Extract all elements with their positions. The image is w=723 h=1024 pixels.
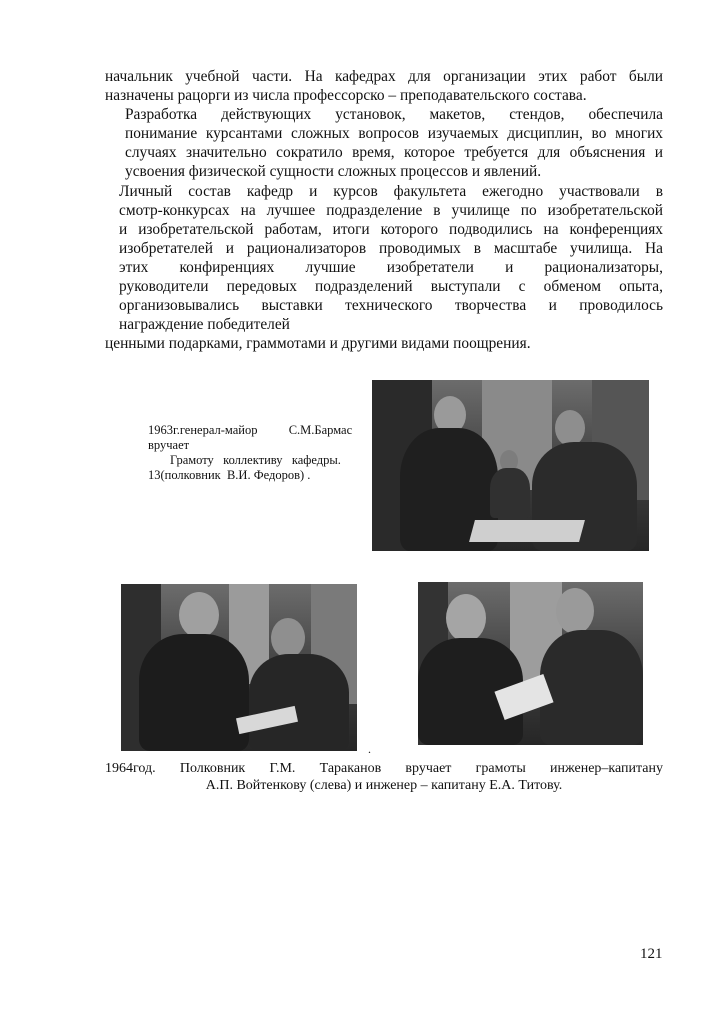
page-number: 121: [640, 946, 663, 962]
text-line: Разработка действующих установок, макетов, стендов, обеспечила: [125, 106, 663, 124]
text-line: Личный состав кафедр и курсов факультета ежегодно участвовали в: [119, 182, 663, 200]
caption-line: 1963г.генерал-майор С.М.Бармас: [148, 423, 353, 437]
caption-line: А.П. Войтенкову (слева) и инженер – капитану Е.А. Титову.: [205, 778, 563, 793]
caption-1964: [105, 760, 663, 794]
caption-text: 1964год. Полковник Г.М. Тараканов вручает грамоты инженер–капитану: [105, 761, 663, 776]
photo-1964-right: [418, 582, 643, 745]
caption-line: вручает: [148, 438, 190, 452]
photo-1964-left: [121, 584, 357, 751]
text-line: и изобретательской работам, итоги которого подводились на конференциях: [119, 220, 663, 238]
text-line: усвоения физической сущности сложных процессов и явлений.: [125, 163, 542, 181]
text-line: начальник учебной части. На кафедрах для организации этих работ были: [105, 68, 663, 85]
text-line: этих конфиренциях лучшие изобретатели и рационализаторы,: [119, 258, 663, 276]
text-line: назначены рацорги из числа профессорско – преподавательского состава.: [105, 87, 587, 105]
paragraph-3: [105, 182, 663, 335]
paragraph-2: [105, 105, 663, 181]
caption-line: 13(полковник В.И. Федоров) .: [148, 468, 311, 482]
paragraph-1: [105, 67, 663, 105]
paragraph-4: ценными подарками, граммотами и другими видами поощрения.: [105, 335, 531, 353]
photo-1963-award: [372, 380, 649, 551]
text-line: награждение победителей: [119, 316, 290, 334]
body-text: [105, 67, 663, 353]
text-line: смотр-конкурсах на лучшее подразделение в училище по изобретательской: [119, 201, 663, 219]
text-line: понимание курсантами сложных вопросов изучаемых дисциплин, во многих: [125, 125, 663, 143]
caption-line: Грамоту коллективу кафедры.: [170, 453, 341, 467]
separator-dot: .: [368, 742, 371, 756]
text-line: организовывались выставки технического творчества и проводилось: [119, 297, 663, 315]
text-line: руководители передовых подразделений выступали с обменом опыта,: [119, 278, 663, 296]
text-line: изобретателей и рационализаторов проводимых в масштабе училища. На: [119, 239, 663, 257]
caption-line: [105, 760, 663, 777]
text-line: случаях значительно сократило время, которое требуется для объяснения и: [125, 144, 663, 162]
caption-1963: [148, 423, 360, 483]
